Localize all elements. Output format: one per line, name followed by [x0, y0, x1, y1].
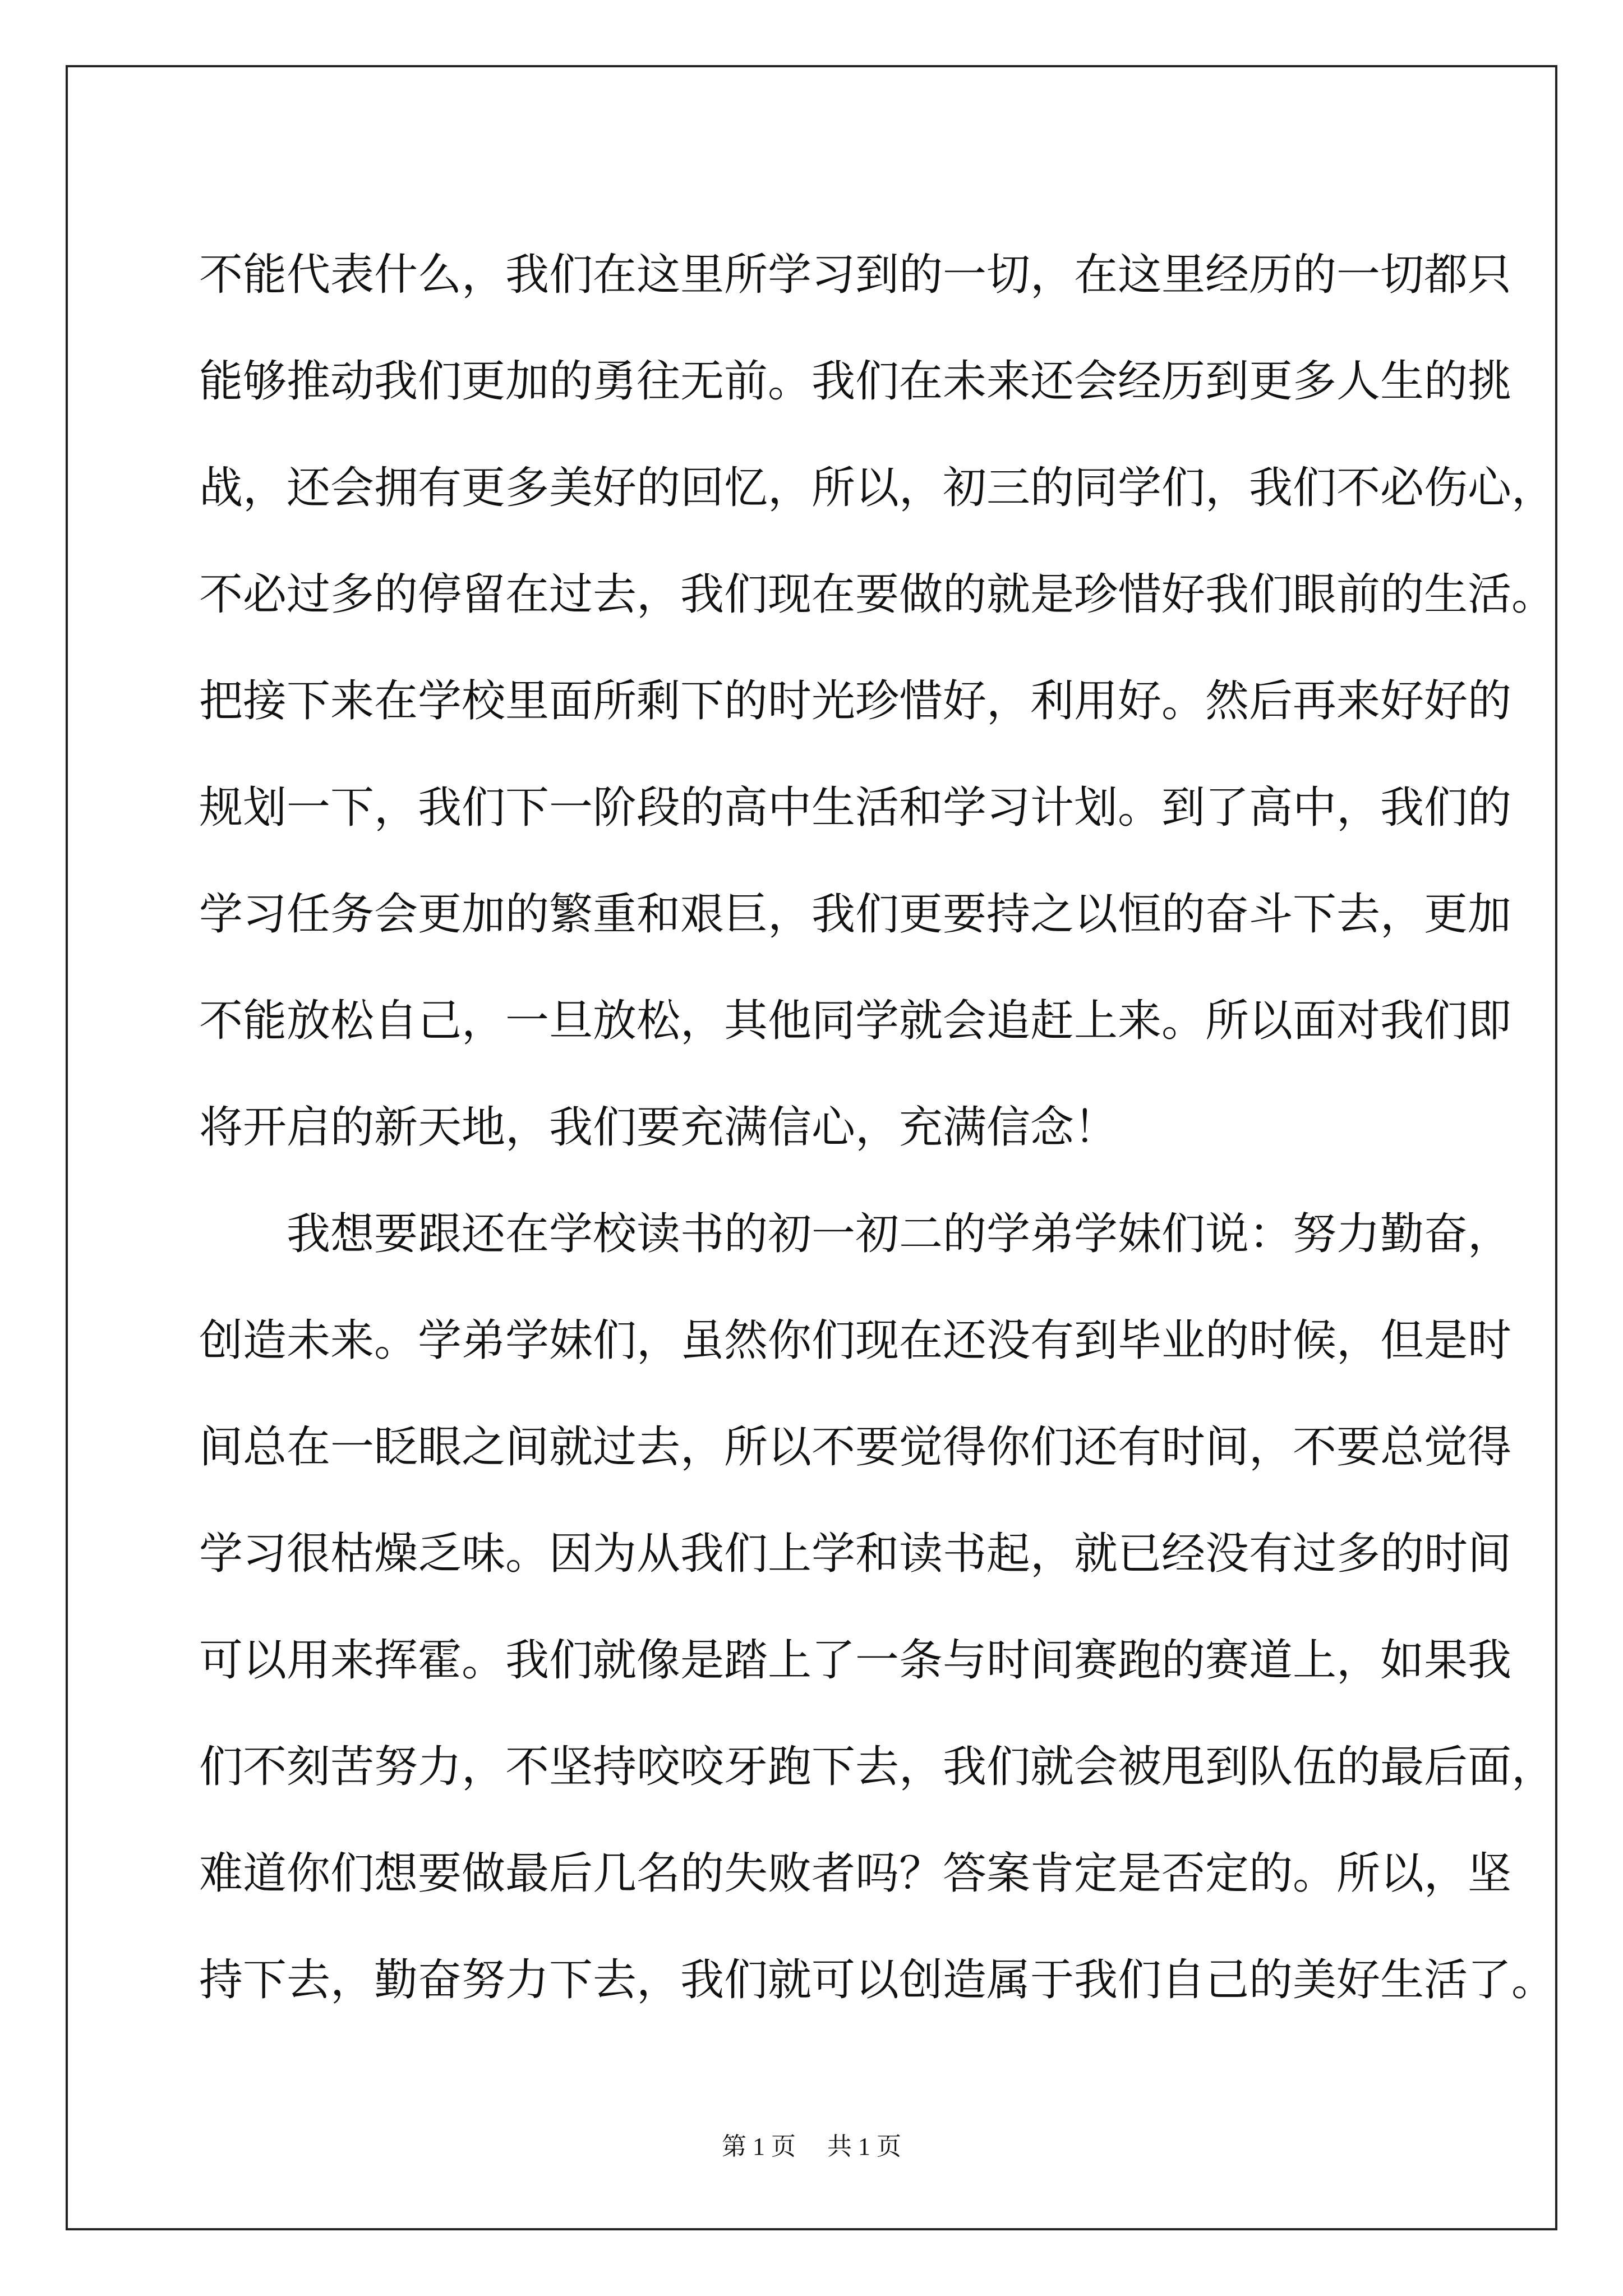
- text-line: 持下去，勤奋努力下去，我们就可以创造属于我们自己的美好生活了。: [199, 1955, 1556, 2005]
- paragraph-first-line: 我想要跟还在学校读书的初一初二的学弟学妹们说：努力勤奋，: [287, 1209, 1512, 1259]
- text-line: 规划一下，我们下一阶段的高中生活和学习计划。到了高中，我们的: [199, 783, 1512, 833]
- text-line: 不能代表什么，我们在这里所学习到的一切，在这里经历的一切都只: [199, 250, 1512, 300]
- text-line: 难道你们想要做最后几名的失败者吗？答案肯定是否定的。所以，坚: [199, 1848, 1512, 1899]
- text-line: 不必过多的停留在过去，我们现在要做的就是珍惜好我们眼前的生活。: [199, 569, 1556, 620]
- text-line: 们不刻苦努力，不坚持咬咬牙跑下去，我们就会被甩到队伍的最后面，: [199, 1742, 1556, 1792]
- page-total: 共 1 页: [827, 2133, 901, 2160]
- text-line: 创造未来。学弟学妹们，虽然你们现在还没有到毕业的时候，但是时: [199, 1315, 1512, 1366]
- text-line: 学习很枯燥乏味。因为从我们上学和读书起，就已经没有过多的时间: [199, 1529, 1512, 1579]
- text-line: 能够推动我们更加的勇往无前。我们在未来还会经历到更多人生的挑: [199, 356, 1512, 407]
- text-line: 把接下来在学校里面所剩下的时光珍惜好，利用好。然后再来好好的: [199, 676, 1512, 726]
- text-line: 不能放松自己，一旦放松，其他同学就会追赶上来。所以面对我们即: [199, 996, 1512, 1046]
- text-line: 间总在一眨眼之间就过去，所以不要觉得你们还有时间，不要总觉得: [199, 1422, 1512, 1473]
- text-line: 学习任务会更加的繁重和艰巨，我们更要持之以恒的奋斗下去，更加: [199, 889, 1512, 940]
- page-footer: [0, 2126, 1623, 2162]
- text-line: 可以用来挥霍。我们就像是踏上了一条与时间赛跑的赛道上，如果我: [199, 1635, 1512, 1686]
- document-body: [199, 222, 1556, 2033]
- text-line: 将开启的新天地，我们要充满信心，充满信念！: [199, 1102, 1118, 1153]
- page-number: 第 1 页: [722, 2133, 796, 2160]
- text-line: 战，还会拥有更多美好的回忆，所以，初三的同学们，我们不必伤心，: [199, 463, 1556, 513]
